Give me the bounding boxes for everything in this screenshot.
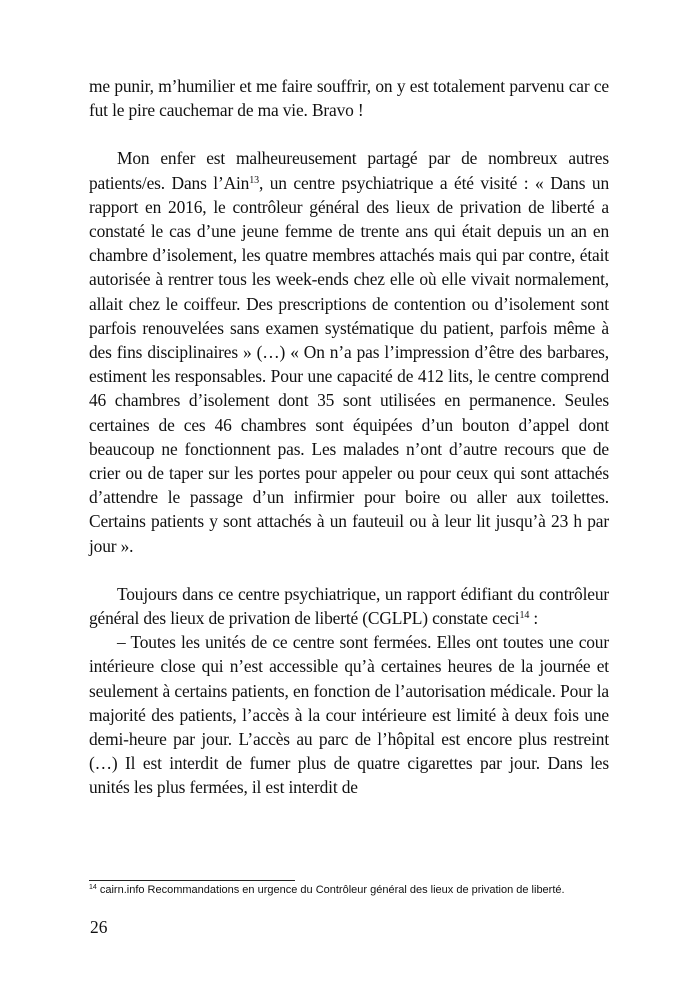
- paragraph-ain-report: [89, 146, 609, 557]
- footnote-number: 14: [89, 884, 97, 891]
- paragraph-text: :: [529, 608, 539, 629]
- paragraph-continued: me punir, m’humilier et me faire souffrir, on y est totalement parvenu car ce fut le pire cauchemar de ma vie. Bravo !: [89, 76, 609, 121]
- paragraph-units-closed: – Toutes les unités de ce centre sont fermées. Elles ont toutes une cour intérieure close qui n’est accessible qu’à certaines heures de la journée et seulement à certains patients, en fonction de l’autorisation médicale. Pour la majorité des patients, l’accès à la cour intérieure est limité à deux fois une demi-heure par jour. L’accès au parc de l’hôpital est encore plus restreint (…) Il est interdit de fumer plus de quatre cigarettes par jour. Dans les unités les plus fermées, il est interdit de: [89, 632, 609, 798]
- paragraph-text: Toujours dans ce centre psychiatrique, un rapport édifiant du contrôleur général des lieux de privation de liberté (CGLPL) constate ceci: [89, 583, 609, 629]
- paragraph-text: , un centre psychiatrique a été visité : « Dans un rapport en 2016, le contrôleur général des lieux de privation de liberté a constaté le cas d’une jeune femme de trente ans qui était depuis un an en chambre d’isolement, les quatre membres attachés mais qui par contre, était autorisée à rentrer tous les week-ends chez elle où elle vivait normalement, allait chez le coiffeur. Des prescriptions de contention ou d’isolement sont parfois renouvelées sans examen systématique du patient, parfois même à des fins disciplinaires » (…) « On n’a pas l’impression d’être des barbares, estiment les responsables. Pour une capacité de 412 lits, le centre comprend 46 chambres d’isolement dont 35 sont utilisées en permanence. Seules certaines de ces 46 chambres sont équipées d’un bouton d’appel dont beaucoup ne fonctionnent pas. Les malades n’ont d’autre recours que de crier ou de taper sur les portes pour appeler ou pour ceux qui sont attachés d’attendre le passage d’un infirmier pour boire ou aller aux toilettes. Certains patients y sont attachés à un fauteuil ou à leur lit jusqu’à 23 h par jour ».: [89, 172, 610, 556]
- paragraph-cglpl-report: [89, 582, 609, 630]
- footnote-ref-14: 14: [519, 610, 530, 622]
- footnote: [89, 883, 609, 897]
- page-number: 26: [90, 917, 108, 937]
- page-body: [89, 74, 609, 800]
- footnote-divider: [89, 880, 295, 881]
- footnote-text: cairn.info Recommandations en urgence du Contrôleur général des lieux de privation de liberté.: [96, 884, 565, 896]
- paragraph-text: Mon enfer est malheureusement partagé par de nombreux autres patients/es. Dans l’Ain: [89, 148, 609, 193]
- footnote-ref-13: 13: [249, 174, 259, 186]
